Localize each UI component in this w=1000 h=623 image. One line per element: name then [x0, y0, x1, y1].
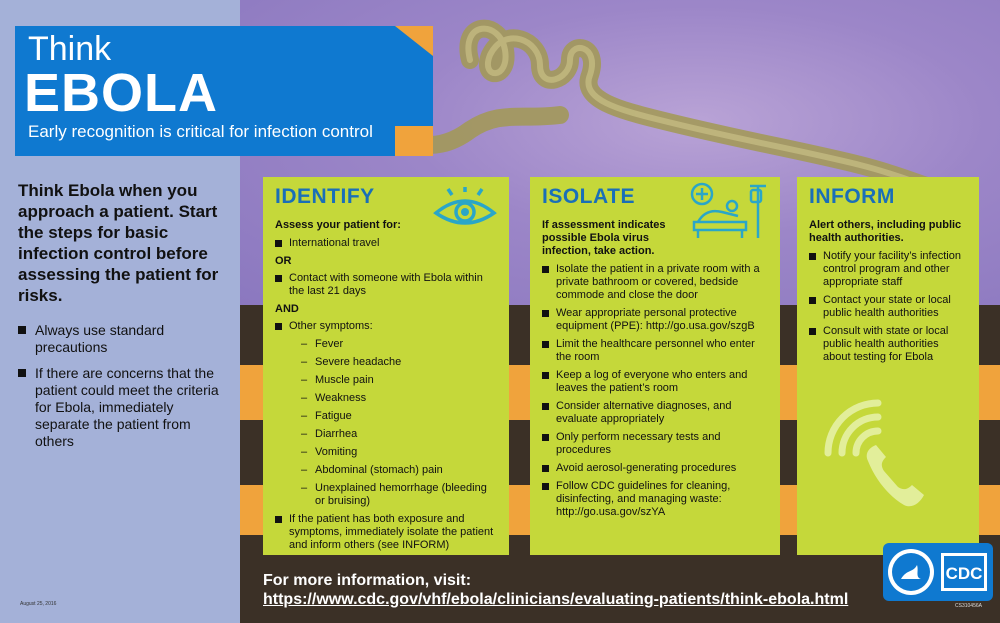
list-item: Consider alternative diagnoses, and evaluate appropriately — [542, 400, 768, 426]
list-item: Follow CDC guidelines for cleaning, disinfecting, and managing waste: http://go.usa.gov/szYA — [542, 480, 768, 519]
symptom-item: – Abdominal (stomach) pain — [275, 464, 497, 477]
inform-lead: Alert others, including public health authorities. — [809, 219, 962, 244]
list-item: Contact your state or local public health authorities — [809, 294, 967, 320]
hospital-bed-icon — [688, 182, 770, 242]
identify-lead: Assess your patient for: — [275, 219, 401, 231]
eye-icon — [432, 187, 498, 233]
left-bullet-list — [18, 322, 228, 459]
list-item: Always use standard precautions — [18, 322, 228, 356]
list-item: Limit the healthcare personnel who enter the room — [542, 338, 768, 364]
list-item: Isolate the patient in a private room with a private bathroom or covered, bedside commode and close the door — [542, 263, 768, 302]
symptom-item: – Vomiting — [275, 446, 497, 459]
list-item: Keep a log of everyone who enters and leaves the patient’s room — [542, 369, 768, 395]
list-item: Contact with someone with Ebola within the last 21 days — [275, 272, 497, 298]
banner-corner-fold — [395, 126, 433, 156]
list-item: Wear appropriate personal protective equipment (PPE): http://go.usa.gov/szgB — [542, 307, 768, 333]
symptom-item: – Diarrhea — [275, 428, 497, 441]
or-label: OR — [275, 255, 292, 267]
isolate-lead: If assessment indicates possible Ebola virus infection, take action. — [542, 219, 666, 257]
list-item: Avoid aerosol-generating procedures — [542, 462, 768, 475]
isolate-title: ISOLATE — [542, 185, 635, 208]
symptom-item: – Weakness — [275, 392, 497, 405]
publish-date: August 25, 2016 — [20, 601, 57, 607]
list-item: International travel — [275, 237, 497, 250]
symptom-item: – Fatigue — [275, 410, 497, 423]
cdc-logo-text: CDC — [945, 564, 983, 583]
list-item: Consult with state or local public health authorities about testing for Ebola — [809, 325, 967, 364]
title-ebola: EBOLA — [24, 63, 218, 123]
inform-title: INFORM — [809, 185, 895, 208]
phone-icon — [820, 395, 950, 525]
symptom-item: – Severe headache — [275, 356, 497, 369]
publication-code: CS310456A — [955, 603, 982, 609]
list-item: Other symptoms: — [275, 320, 497, 333]
identify-card — [263, 177, 509, 555]
list-item: Notify your facility’s infection control program and other appropriate staff — [809, 250, 967, 289]
list-item: If the patient has both exposure and symptoms, immediately isolate the patient and inform others (see INFORM) — [275, 513, 497, 552]
identify-title: IDENTIFY — [275, 185, 375, 208]
symptom-item: – Unexplained hemorrhage (bleeding or bruising) — [275, 482, 497, 508]
symptom-item: – Muscle pain — [275, 374, 497, 387]
more-info-link[interactable]: https://www.cdc.gov/vhf/ebola/clinicians/evaluating-patients/think-ebola.html — [263, 591, 849, 608]
title-think: Think — [28, 30, 112, 68]
list-item: If there are concerns that the patient could meet the criteria for Ebola, immediately separate the patient from others — [18, 365, 228, 450]
intro-text: Think Ebola when you approach a patient. Start the steps for basic infection control before assessing the patient for risks. — [18, 181, 219, 305]
banner-corner-fold — [395, 26, 433, 56]
symptom-item: – Fever — [275, 338, 497, 351]
and-label: AND — [275, 303, 299, 315]
cdc-logo — [883, 543, 993, 601]
more-info-label: For more information, visit: — [263, 572, 472, 589]
title-subtitle: Early recognition is critical for infection control — [28, 122, 373, 141]
list-item: Only perform necessary tests and procedures — [542, 431, 768, 457]
